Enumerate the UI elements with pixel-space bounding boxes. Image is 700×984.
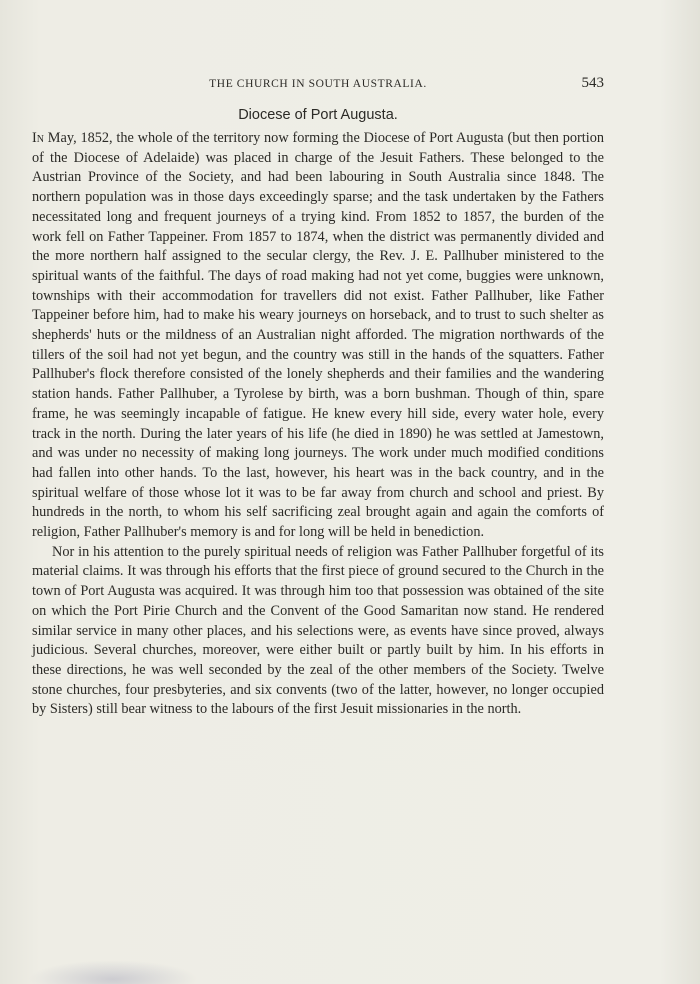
- section-heading: Diocese of Port Augusta.: [238, 107, 398, 123]
- body-text: [32, 129, 604, 720]
- page-smudge: [28, 960, 198, 984]
- paragraph-1-text: May, 1852, the whole of the territory now forming the Diocese of Port Augusta (but then portion of the Diocese of Adelaide) was placed in charge of the Jesuit Fathers. These belonged to the Austrian Province of the Society, and had been labouring in South Australia since 1848. The northern population was in those days exceedingly sparse; and the task undertaken by the Fathers necessitated long and frequent journeys of a trying kind. From 1852 to 1857, the burden of the work fell on Father Tappeiner. From 1857 to 1874, when the district was permanently divided and the more northern half assigned to the secular clergy, the Rev. J. E. Pallhuber ministered to the spiritual wants of the faithful. The days of road making had not yet come, buggies were unknown, townships with their accommodation for travellers did not exist. Father Pallhuber, like Father Tappeiner before him, had to make his weary journeys on horseback, and to trust to such shelter as shepherds' huts or the mildness of an Australian night afforded. The migration northwards of the tillers of the soil had not yet begun, and the country was still in the hands of the squatters. Father Pallhuber's flock therefore consisted of the lonely shepherds and their families and the wandering station hands. Father Pallhuber, a Tyrolese by birth, was a born bushman. Though of thin, spare frame, he was seemingly incapable of fatigue. He knew every hill side, every water hole, every track in the north. During the later years of his life (he died in 1890) he was settled at Jamestown, and was under no necessity of making long journeys. The work under much modified conditions had fallen into other hands. To the last, however, his heart was in the back country, and in the spiritual welfare of those whose lot it was to be far away from church and school and priest. By hundreds in the north, to whom his self sacrificing zeal brought again and again the comforts of religion, Father Pallhuber's memory is and for long will be held in benediction.: [32, 130, 604, 541]
- paragraph-1: [32, 129, 604, 543]
- running-head: [32, 76, 604, 96]
- paragraph-2: Nor in his attention to the purely spiritual needs of religion was Father Pallhuber forgetful of its material claims. It was through his efforts that the first piece of ground secured to the Church in the town of Port Augusta was acquired. It was through him too that possession was obtained of the site on which the Port Pirie Church and the Convent of the Good Samaritan now stand. He rendered similar service in many other places, and his selections were, as events have since proved, always judicious. Several churches, moreover, were either built or partly built by him. In his efforts in these directions, he was well seconded by the zeal of the other members of the Society. Twelve stone churches, four presbyteries, and six convents (two of the latter, however, no longer occupied by Sisters) still bear witness to the labours of the first Jesuit missionaries in the north.: [32, 543, 604, 718]
- page-number: 543: [581, 75, 604, 91]
- paragraph-1-lead-word: In: [32, 130, 44, 146]
- running-title: THE CHURCH IN SOUTH AUSTRALIA.: [209, 78, 427, 90]
